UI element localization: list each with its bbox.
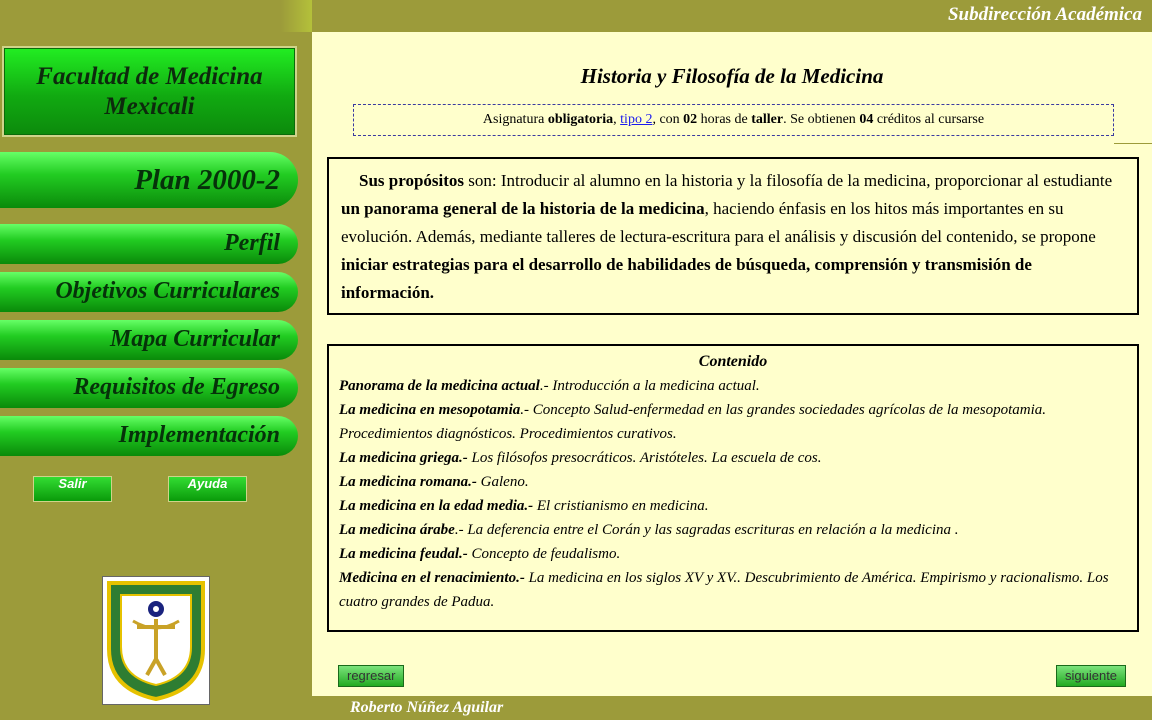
help-button[interactable]: Ayuda [168,476,247,502]
back-button[interactable]: regresar [338,665,404,687]
course-format: taller [751,112,784,127]
course-type: obligatoria [547,112,614,127]
contenido-title: Contenido [698,353,768,370]
contenido-list [339,374,1127,614]
page-title: Historia y Filosofía de la Medicina [580,64,884,88]
list-item: La medicina feudal.- Concepto de feudalismo. [339,546,621,562]
list-item: La medicina árabe.- La deferencia entre el Corán y las sagradas escrituras en relación a la medicina . [339,522,959,538]
menu-objetivos-curriculares[interactable]: Objetivos Curriculares [0,272,298,312]
university-seal-icon [102,576,210,705]
faculty-banner[interactable] [2,46,297,137]
list-item: Medicina en el renacimiento.- La medicina en los siglos XV y XV.. Descubrimiento de América. Empirismo y racionalismo. Los cuatro grandes de Padua. [339,570,1109,610]
menu-plan[interactable]: Plan 2000-2 [0,152,298,208]
divider [1114,143,1152,144]
top-accent-bar [0,0,312,32]
menu-perfil[interactable]: Perfil [0,224,298,264]
next-button[interactable]: siguiente [1056,665,1126,687]
list-item: La medicina romana.- Galeno. [339,474,529,490]
list-item: Panorama de la medicina actual.- Introducción a la medicina actual. [339,378,760,394]
list-item: La medicina en mesopotamia.- Concepto Salud-enfermedad en las grandes sociedades agrícolas de la mesopotamia. Procedimientos diagnósticos. Procedimientos curativos. [339,402,1047,442]
list-item: La medicina griega.- Los filósofos presocráticos. Aristóteles. La escuela de cos. [339,450,822,466]
course-credits: 04 [859,112,874,127]
menu-mapa-curricular[interactable]: Mapa Curricular [0,320,298,360]
faculty-campus: Mexicali [104,92,195,120]
course-tipo-link[interactable]: tipo 2 [620,112,653,127]
header-title: Subdirección Académica [947,4,1142,25]
exit-button[interactable]: Salir [33,476,112,502]
list-item: La medicina en la edad media.- El cristianismo en medicina. [339,498,709,514]
footer-author: Roberto Núñez Aguilar [350,699,504,716]
contenido-panel [327,344,1139,632]
course-hours: 02 [683,112,698,127]
menu-requisitos-egreso[interactable]: Requisitos de Egreso [0,368,298,408]
menu-implementacion[interactable]: Implementación [0,416,298,456]
faculty-name: Facultad de Medicina [36,62,263,90]
purpose-panel: Sus propósitos son: Introducir al alumno en la historia y la filosofía de la medicina, proporcionar al estudiante un panorama general de la historia de la medicina, haciendo énfasis en los hitos más importantes en su evolución. Además, mediante talleres de lectura-escritura para el análisis y discusión del contenido, se propone iniciar estrategias para el desarrollo de habilidades de búsqueda, comprensión y transmisión de información. [327,157,1139,315]
course-info: Asignatura obligatoria, tipo 2, con 02 horas de taller. Se obtienen 04 créditos al cursarse [353,104,1114,136]
